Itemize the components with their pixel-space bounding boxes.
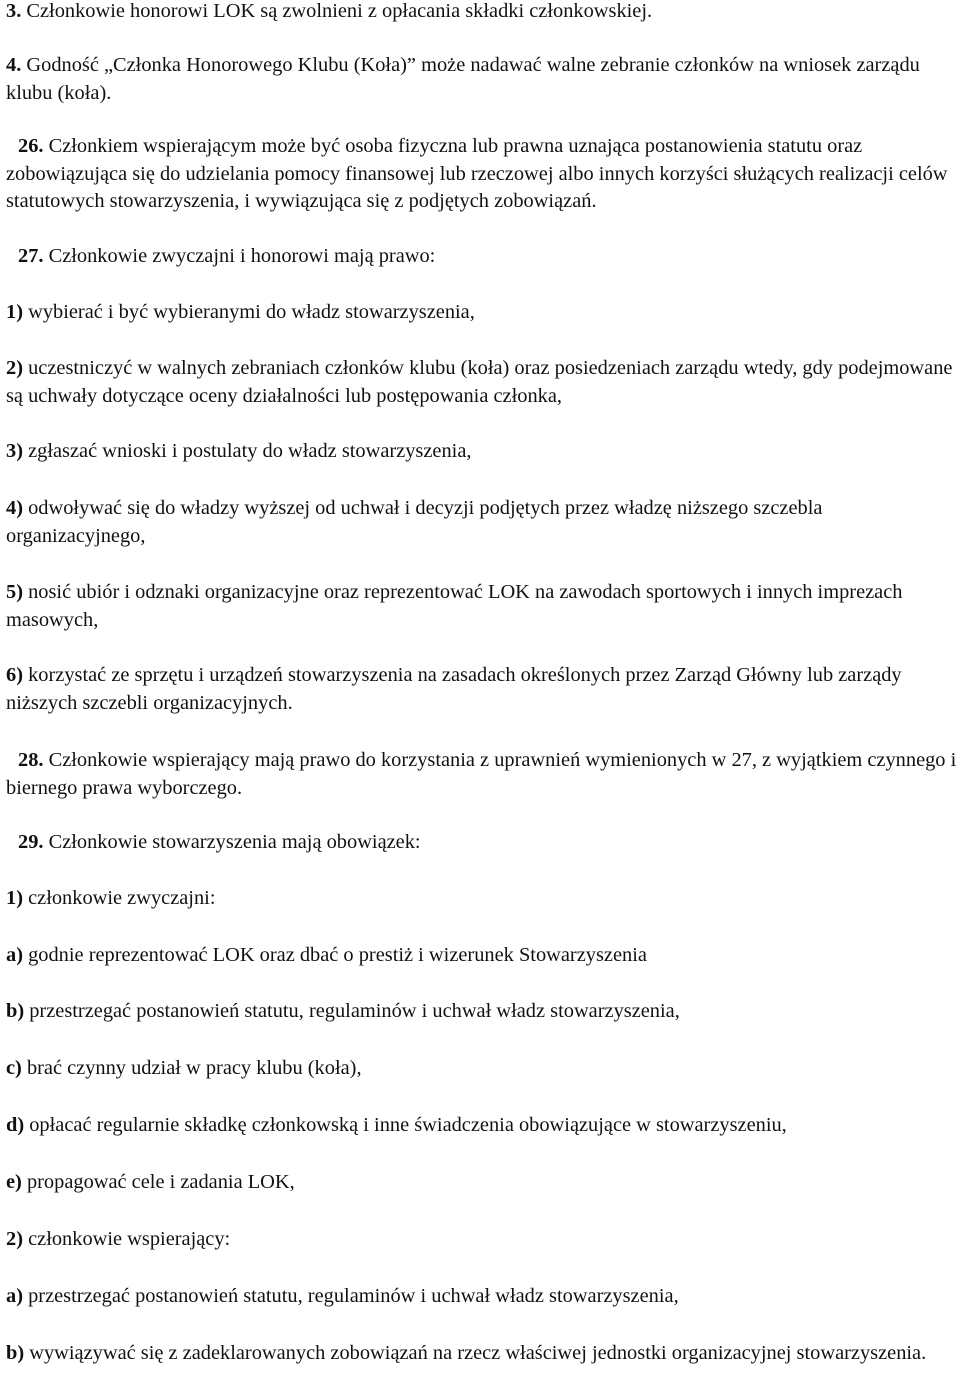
paragraph-s29-2a: [6, 1283, 958, 1311]
paragraph-text: Członkowie zwyczajni i honorowi mają prawo:: [43, 245, 436, 267]
paragraph-s29-1e: [6, 1169, 958, 1197]
paragraph-text: uczestniczyć w walnych zebraniach członków klubu (koła) oraz posiedzeniach zarządu wtedy, gdy podejmowane są uchwały dotyczące oceny działalności lub postępowania członka,: [6, 357, 953, 407]
paragraph-text: przestrzegać postanowień statutu, regulaminów i uchwał władz stowarzyszenia,: [24, 1000, 680, 1022]
paragraph-text: przestrzegać postanowień statutu, regulaminów i uchwał władz stowarzyszenia,: [23, 1285, 679, 1307]
paragraph-number: 26.: [18, 135, 44, 157]
paragraph-number: b): [6, 1342, 25, 1364]
paragraph-s29-1a: [6, 942, 958, 970]
paragraph-number: a): [6, 944, 23, 966]
paragraph-number: 27.: [18, 245, 44, 267]
paragraph-s29-2b: [6, 1340, 958, 1368]
paragraph-p3: [6, 0, 958, 26]
paragraph-text: brać czynny udział w pracy klubu (koła),: [21, 1057, 362, 1079]
paragraph-text: Członkowie honorowi LOK są zwolnieni z opłacania składki członkowskiej.: [21, 0, 653, 22]
paragraph-number: 6): [6, 664, 23, 686]
paragraph-s27-3: [6, 438, 958, 466]
paragraph-s29-1c: [6, 1055, 958, 1083]
paragraph-s29-1d: [6, 1112, 958, 1140]
paragraph-number: 3.: [6, 0, 22, 22]
paragraph-number: d): [6, 1114, 25, 1136]
paragraph-text: godnie reprezentować LOK oraz dbać o prestiż i wizerunek Stowarzyszenia: [23, 944, 647, 966]
paragraph-p4: [6, 52, 958, 107]
paragraph-s27-1: [6, 299, 958, 327]
paragraph-text: opłacać regularnie składkę członkowską i inne świadczenia obowiązujące w stowarzyszeniu,: [24, 1114, 787, 1136]
paragraph-s29: [6, 829, 958, 857]
paragraph-number: 2): [6, 1228, 23, 1250]
paragraph-text: członkowie wspierający:: [23, 1228, 231, 1250]
paragraph-text: zgłaszać wnioski i postulaty do władz stowarzyszenia,: [23, 440, 472, 462]
paragraph-number: 5): [6, 581, 23, 603]
paragraph-number: 1): [6, 301, 23, 323]
paragraph-s28: [6, 747, 958, 802]
paragraph-text: odwoływać się do władzy wyższej od uchwał i decyzji podjętych przez władzę niższego szczebla organizacyjnego,: [6, 497, 823, 547]
paragraph-s27-4: [6, 495, 958, 550]
paragraph-s29-1: [6, 885, 958, 913]
paragraph-number: 28.: [18, 749, 44, 771]
paragraph-number: a): [6, 1285, 23, 1307]
paragraph-s27-2: [6, 355, 958, 410]
paragraph-number: 4): [6, 497, 23, 519]
paragraph-text: nosić ubiór i odznaki organizacyjne oraz reprezentować LOK na zawodach sportowych i innych imprezach masowych,: [6, 581, 903, 631]
paragraph-text: wywiązywać się z zadeklarowanych zobowiązań na rzecz właściwej jednostki organizacyjnej stowarzyszenia.: [24, 1342, 927, 1364]
paragraph-text: Członkowie stowarzyszenia mają obowiązek:: [43, 831, 421, 853]
paragraph-text: korzystać ze sprzętu i urządzeń stowarzyszenia na zasadach określonych przez Zarząd Główny lub zarządy niższych szczebli organizacyjnych.: [6, 664, 902, 714]
paragraph-number: 1): [6, 887, 23, 909]
paragraph-text: Godność „Członka Honorowego Klubu (Koła)” może nadawać walne zebranie członków na wniosek zarządu klubu (koła).: [6, 54, 920, 104]
paragraph-number: b): [6, 1000, 25, 1022]
paragraph-s29-1b: [6, 998, 958, 1026]
paragraph-s27: [6, 243, 958, 271]
paragraph-s26: [6, 133, 958, 216]
paragraph-number: 29.: [18, 831, 44, 853]
paragraph-text: Członkiem wspierającym może być osoba fizyczna lub prawna uznająca postanowienia statutu oraz zobowiązująca się do udzielania pomocy finansowej lub rzeczowej albo innych korzyści służących realizacji celów statutowych stowarzyszenia, i wywiązująca się z podjętych zobowiązań.: [6, 135, 948, 213]
paragraph-number: 3): [6, 440, 23, 462]
paragraph-number: c): [6, 1057, 22, 1079]
paragraph-text: propagować cele i zadania LOK,: [21, 1171, 295, 1193]
paragraph-text: wybierać i być wybieranymi do władz stowarzyszenia,: [23, 301, 475, 323]
paragraph-number: 4.: [6, 54, 22, 76]
paragraph-text: Członkowie wspierający mają prawo do korzystania z uprawnień wymienionych w 27, z wyjątkiem czynnego i biernego prawa wyborczego.: [6, 749, 957, 799]
paragraph-text: członkowie zwyczajni:: [23, 887, 216, 909]
paragraph-s29-2: [6, 1226, 958, 1254]
paragraph-number: 2): [6, 357, 23, 379]
paragraph-s27-5: [6, 579, 958, 634]
paragraph-s27-6: [6, 662, 958, 717]
paragraph-number: e): [6, 1171, 22, 1193]
